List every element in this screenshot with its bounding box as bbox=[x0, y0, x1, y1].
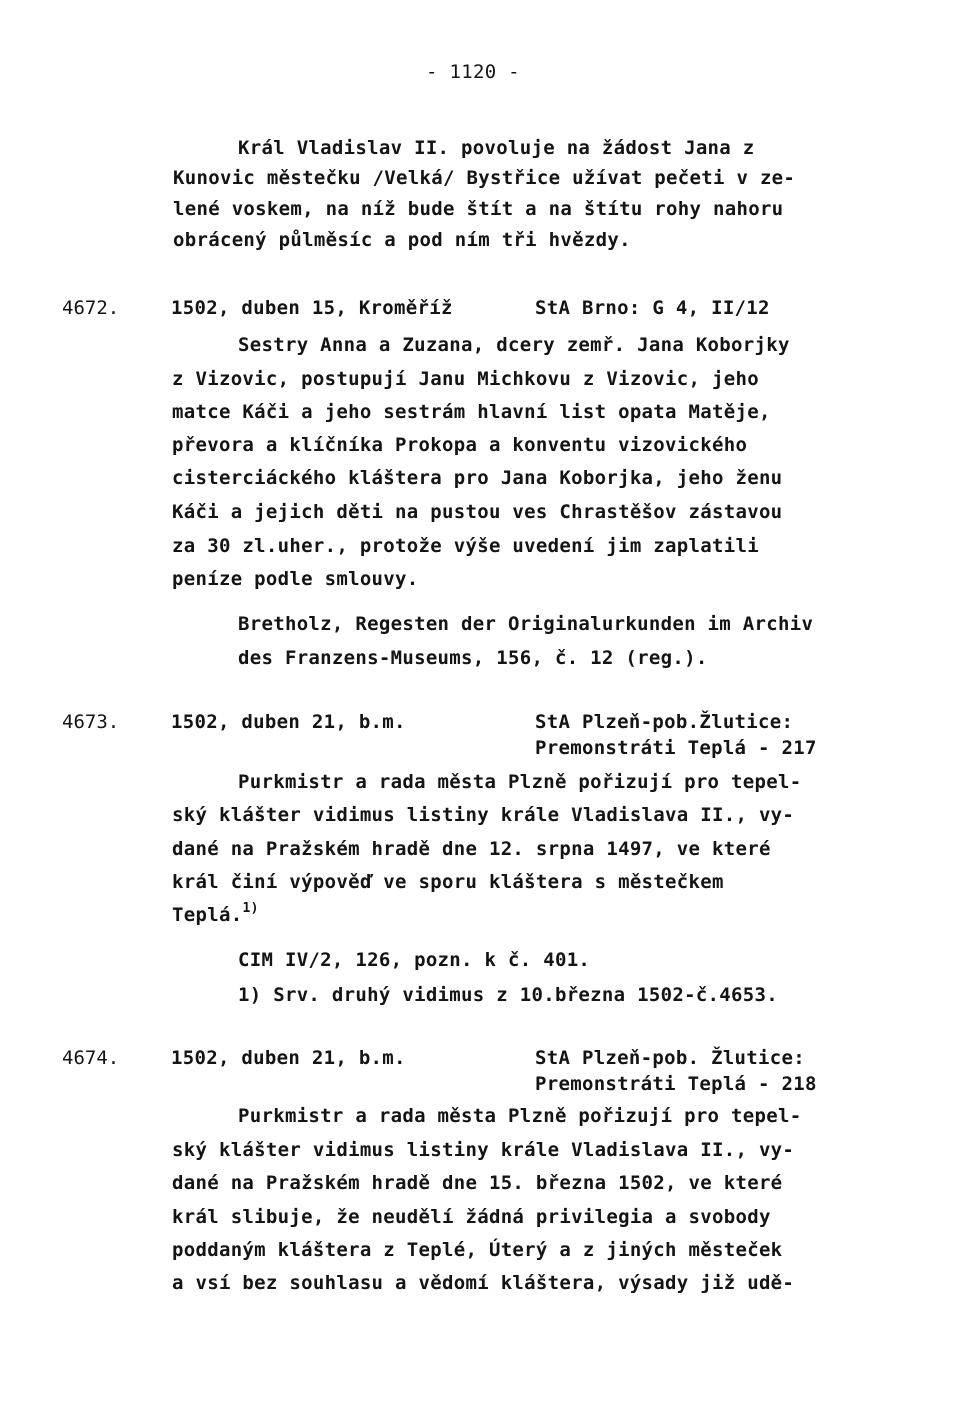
entry-date: 1502, duben 21, b.m. bbox=[171, 711, 406, 733]
entry-archive: StA Plzeň-pob. Žlutice: bbox=[535, 1047, 805, 1069]
entry-text-line: z Vizovic, postupují Janu Michkovu z Vizovic, jeho bbox=[172, 368, 759, 390]
entry-text-line: matce Káči a jeho sestrám hlavní list opata Matěje, bbox=[172, 401, 771, 423]
entry-number: 4672. bbox=[62, 297, 120, 319]
entry-number: 4673. bbox=[62, 711, 120, 733]
entry-reference: des Franzens-Museums, 156, č. 12 (reg.). bbox=[238, 647, 708, 669]
intro-line-1: Král Vladislav II. povoluje na žádost Jana z bbox=[238, 137, 755, 159]
entry-date: 1502, duben 15, Kroměříž bbox=[171, 297, 453, 319]
entry-text-line: král slibuje, že neudělí žádná privilegia a svobody bbox=[172, 1206, 771, 1228]
entry-text-line: a vsí bez souhlasu a vědomí kláštera, výsady již udě- bbox=[172, 1272, 795, 1294]
entry-text-line: za 30 zl.uher., protože výše uvedení jim zaplatili bbox=[172, 535, 759, 557]
footnote-mark: 1) bbox=[242, 901, 259, 916]
entry-text-line: Sestry Anna a Zuzana, dcery zemř. Jana Koborjky bbox=[238, 334, 790, 356]
entry-text-line: ský klášter vidimus listiny krále Vladislava II., vy- bbox=[172, 1139, 795, 1161]
entry-date: 1502, duben 21, b.m. bbox=[171, 1047, 406, 1069]
entry-text-line-last bbox=[172, 903, 259, 927]
entry-archive: StA Plzeň-pob.Žlutice: bbox=[535, 711, 794, 733]
entry-text-line: ský klášter vidimus listiny krále Vladislava II., vy- bbox=[172, 804, 795, 826]
entry-archive: StA Brno: G 4, II/12 bbox=[535, 297, 770, 319]
intro-line-3: lené voskem, na níž bude štít a na štítu rohy nahoru bbox=[173, 198, 784, 220]
entry-number: 4674. bbox=[62, 1047, 120, 1069]
page-number: - 1120 - bbox=[426, 61, 520, 83]
entry-reference: Bretholz, Regesten der Originalurkunden im Archiv bbox=[238, 613, 814, 635]
entry-archive-line2: Premonstráti Teplá - 218 bbox=[535, 1073, 817, 1095]
entry-text-line: Káči a jejich děti na pustou ves Chrastěšov zástavou bbox=[172, 501, 783, 523]
entry-reference: CIM IV/2, 126, pozn. k č. 401. bbox=[238, 949, 591, 971]
entry-text-line: převora a klíčníka Prokopa a konventu vizovického bbox=[172, 434, 748, 456]
entry-text-line: dané na Pražském hradě dne 12. srpna 1497, ve které bbox=[172, 838, 771, 860]
entry-text-line: dané na Pražském hradě dne 15. března 1502, ve které bbox=[172, 1172, 783, 1194]
entry-text-line: peníze podle smlouvy. bbox=[172, 568, 419, 590]
entry-footnote: 1) Srv. druhý vidimus z 10.března 1502-č.4653. bbox=[238, 984, 778, 1006]
entry-text-line: Teplá. bbox=[172, 904, 243, 926]
entry-text-line: Purkmistr a rada města Plzně pořizují pro tepel- bbox=[238, 771, 802, 793]
entry-text-line: Purkmistr a rada města Plzně pořizují pro tepel- bbox=[238, 1105, 802, 1127]
entry-archive-line2: Premonstráti Teplá - 217 bbox=[535, 737, 817, 759]
intro-line-4: obrácený půlměsíc a pod ním tři hvězdy. bbox=[173, 229, 631, 251]
entry-text-line: král činí výpověď ve sporu kláštera s městečkem bbox=[172, 871, 724, 893]
entry-text-line: cisterciáckého kláštera pro Jana Koborjka, jeho ženu bbox=[172, 467, 783, 489]
intro-line-2: Kunovic městečku /Velká/ Bystřice užívat pečeti v ze- bbox=[173, 167, 796, 189]
entry-text-line: poddaným kláštera z Teplé, Úterý a z jiných městeček bbox=[172, 1239, 783, 1261]
